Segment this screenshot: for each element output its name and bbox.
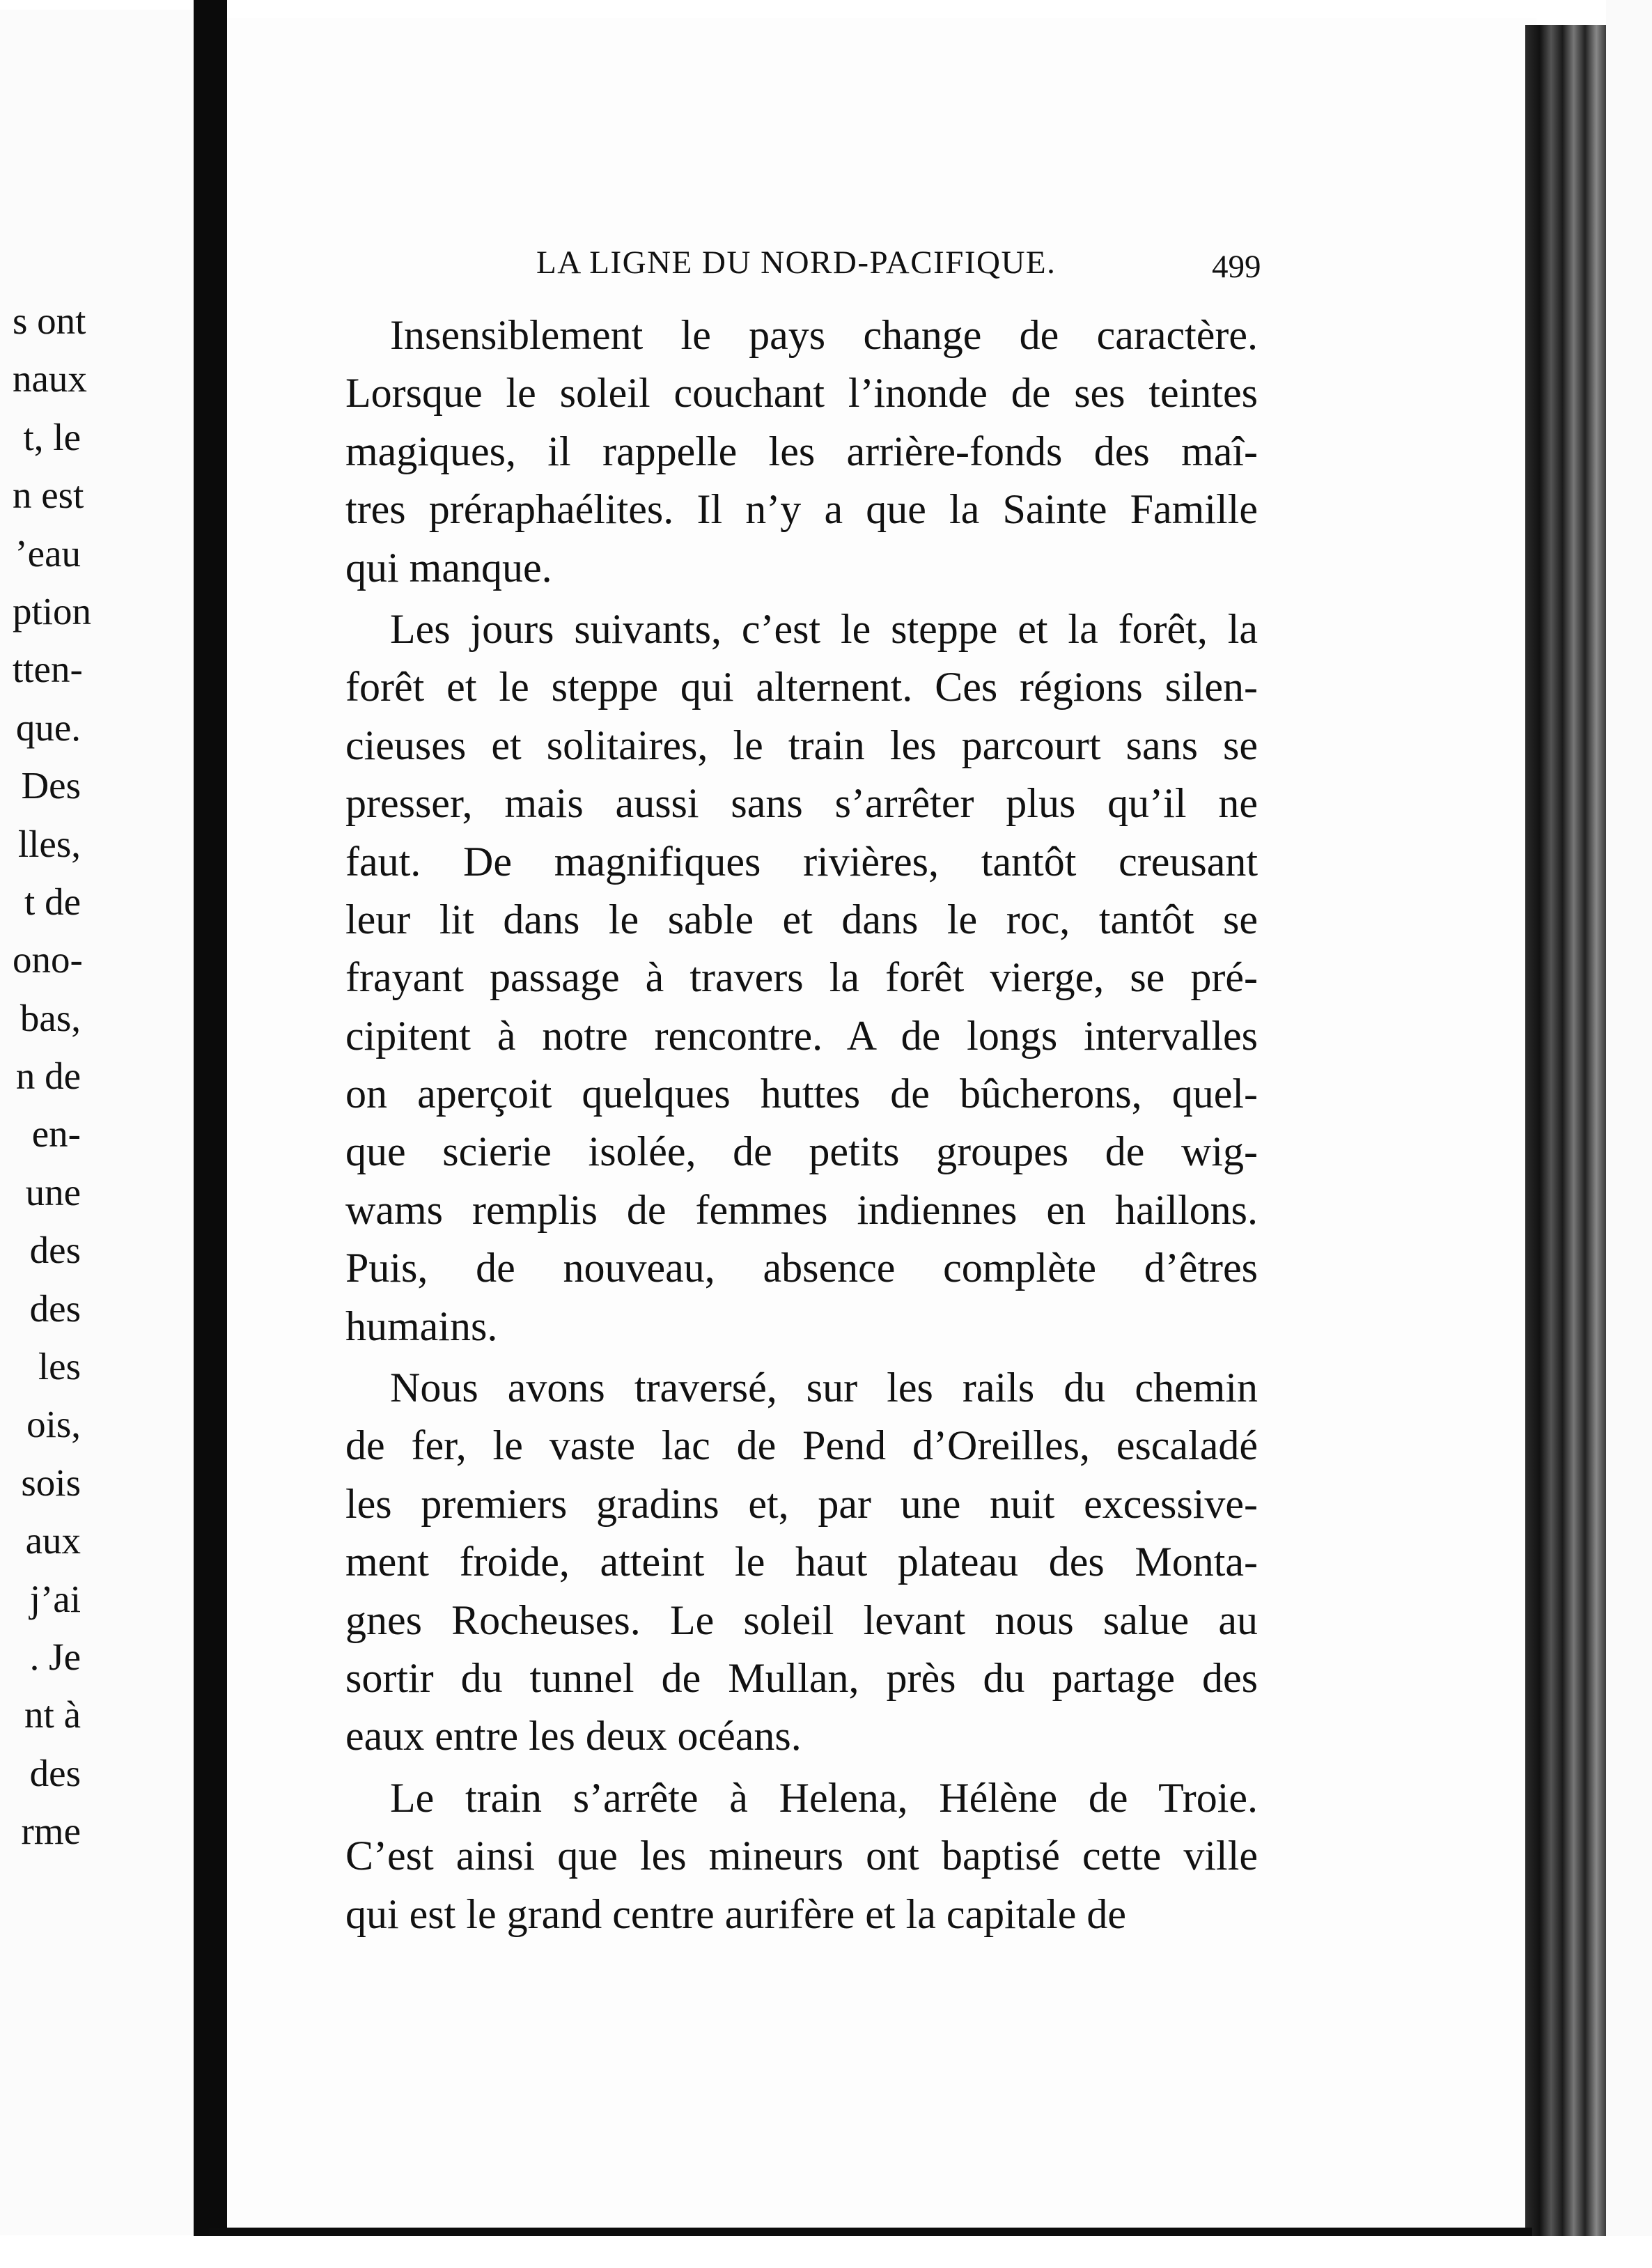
left-page-line: s ont bbox=[13, 300, 86, 342]
left-page-line: bas, bbox=[20, 996, 81, 1039]
page-number: 499 bbox=[1212, 249, 1261, 285]
left-page-line: t de bbox=[24, 880, 81, 923]
text-line: les premiers gradins et, par une nuit excessive- bbox=[345, 1480, 1258, 1527]
page-edge-shadow bbox=[1525, 25, 1606, 2240]
left-page-line: ption bbox=[13, 589, 92, 632]
text-line: Insensiblement le pays change de caractère. bbox=[390, 312, 1258, 358]
paragraph bbox=[345, 1359, 1258, 1766]
left-page-line: des bbox=[29, 1229, 81, 1272]
text-line: sortir du tunnel de Mullan, près du partage des bbox=[345, 1654, 1258, 1701]
left-page-line: rme bbox=[21, 1810, 81, 1853]
paragraph bbox=[345, 600, 1258, 1356]
left-page-line: des bbox=[29, 1751, 81, 1794]
left-page-line: aux bbox=[25, 1519, 81, 1562]
left-page-line: lles, bbox=[17, 822, 81, 865]
running-title: LA LIGNE DU NORD-PACIFIQUE. bbox=[536, 244, 1057, 281]
text-line: humains. bbox=[345, 1303, 498, 1349]
left-page-line: tten- bbox=[13, 648, 83, 691]
text-line: C’est ainsi que les mineurs ont baptisé cette ville bbox=[345, 1833, 1258, 1879]
left-page-line: en- bbox=[31, 1112, 81, 1156]
left-page-line: ono- bbox=[13, 938, 83, 981]
text-line: presser, mais aussi sans s’arrêter plus qu’il ne bbox=[345, 780, 1258, 827]
text-line: Nous avons traversé, sur les rails du chemin bbox=[390, 1365, 1258, 1411]
text-line: gnes Rocheuses. Le soleil levant nous salue au bbox=[345, 1597, 1258, 1643]
text-line: de fer, le vaste lac de Pend d’Oreilles, escaladé bbox=[345, 1422, 1258, 1469]
text-line: faut. De magnifiques rivières, tantôt creusant bbox=[345, 838, 1258, 885]
text-line: wams remplis de femmes indiennes en haillons. bbox=[345, 1186, 1258, 1233]
left-page-line: que. bbox=[15, 706, 81, 749]
text-line: frayant passage à travers la forêt vierge, se pré- bbox=[345, 954, 1258, 1001]
left-page-line: n de bbox=[15, 1055, 81, 1098]
left-page-line: naux bbox=[13, 357, 87, 401]
paragraph bbox=[345, 1769, 1258, 1943]
text-line: qui manque. bbox=[345, 544, 552, 591]
left-page-line: des bbox=[29, 1287, 81, 1330]
left-page-line: une bbox=[25, 1170, 81, 1213]
right-margin bbox=[1606, 0, 1652, 2268]
left-page-text bbox=[13, 292, 194, 1861]
text-line: leur lit dans le sable et dans le roc, tantôt se bbox=[345, 896, 1258, 942]
left-page-line: nt à bbox=[24, 1693, 81, 1737]
left-page-line: sois bbox=[21, 1461, 81, 1504]
text-line: Puis, de nouveau, absence complète d’êtres bbox=[345, 1245, 1258, 1291]
left-page-line: les bbox=[38, 1345, 81, 1388]
text-line: eaux entre les deux océans. bbox=[345, 1713, 802, 1760]
paragraph bbox=[345, 306, 1258, 597]
text-line: cipitent à notre rencontre. A de longs intervalles bbox=[345, 1012, 1258, 1059]
left-page-fragment bbox=[0, 10, 194, 2235]
text-line: que scierie isolée, de petits groupes de wig- bbox=[345, 1128, 1258, 1175]
text-line: cieuses et solitaires, le train les parcourt sans se bbox=[345, 722, 1258, 768]
text-line: forêt et le steppe qui alternent. Ces régions silen- bbox=[345, 664, 1258, 710]
bottom-page-edge bbox=[209, 2228, 1532, 2236]
left-page-line: ois, bbox=[26, 1403, 81, 1446]
left-page-line: ’eau bbox=[15, 531, 81, 575]
text-line: qui est le grand centre aurifère et la capitale de bbox=[345, 1890, 1127, 1937]
book-gutter bbox=[194, 0, 227, 2268]
text-line: on aperçoit quelques huttes de bûcherons, quel- bbox=[345, 1071, 1258, 1117]
left-page-line: . Je bbox=[29, 1635, 81, 1678]
text-line: Lorsque le soleil couchant l’inonde de ses teintes bbox=[345, 370, 1258, 417]
text-line: Les jours suivants, c’est le steppe et la forêt, la bbox=[390, 605, 1258, 652]
text-line: tres préraphaélites. Il n’y a que la Sainte Famille bbox=[345, 486, 1258, 533]
left-page-line: j’ai bbox=[29, 1577, 81, 1620]
body-text bbox=[345, 306, 1258, 1947]
left-page-line: t, le bbox=[23, 415, 81, 458]
text-line: Le train s’arrête à Helena, Hélène de Troie. bbox=[390, 1774, 1258, 1821]
text-line: magiques, il rappelle les arrière-fonds des maî- bbox=[345, 428, 1258, 474]
bottom-margin bbox=[0, 2236, 1652, 2268]
left-page-line: Des bbox=[21, 764, 81, 807]
text-line: ment froide, atteint le haut plateau des Monta- bbox=[345, 1539, 1258, 1585]
left-page-line: n est bbox=[13, 474, 84, 517]
